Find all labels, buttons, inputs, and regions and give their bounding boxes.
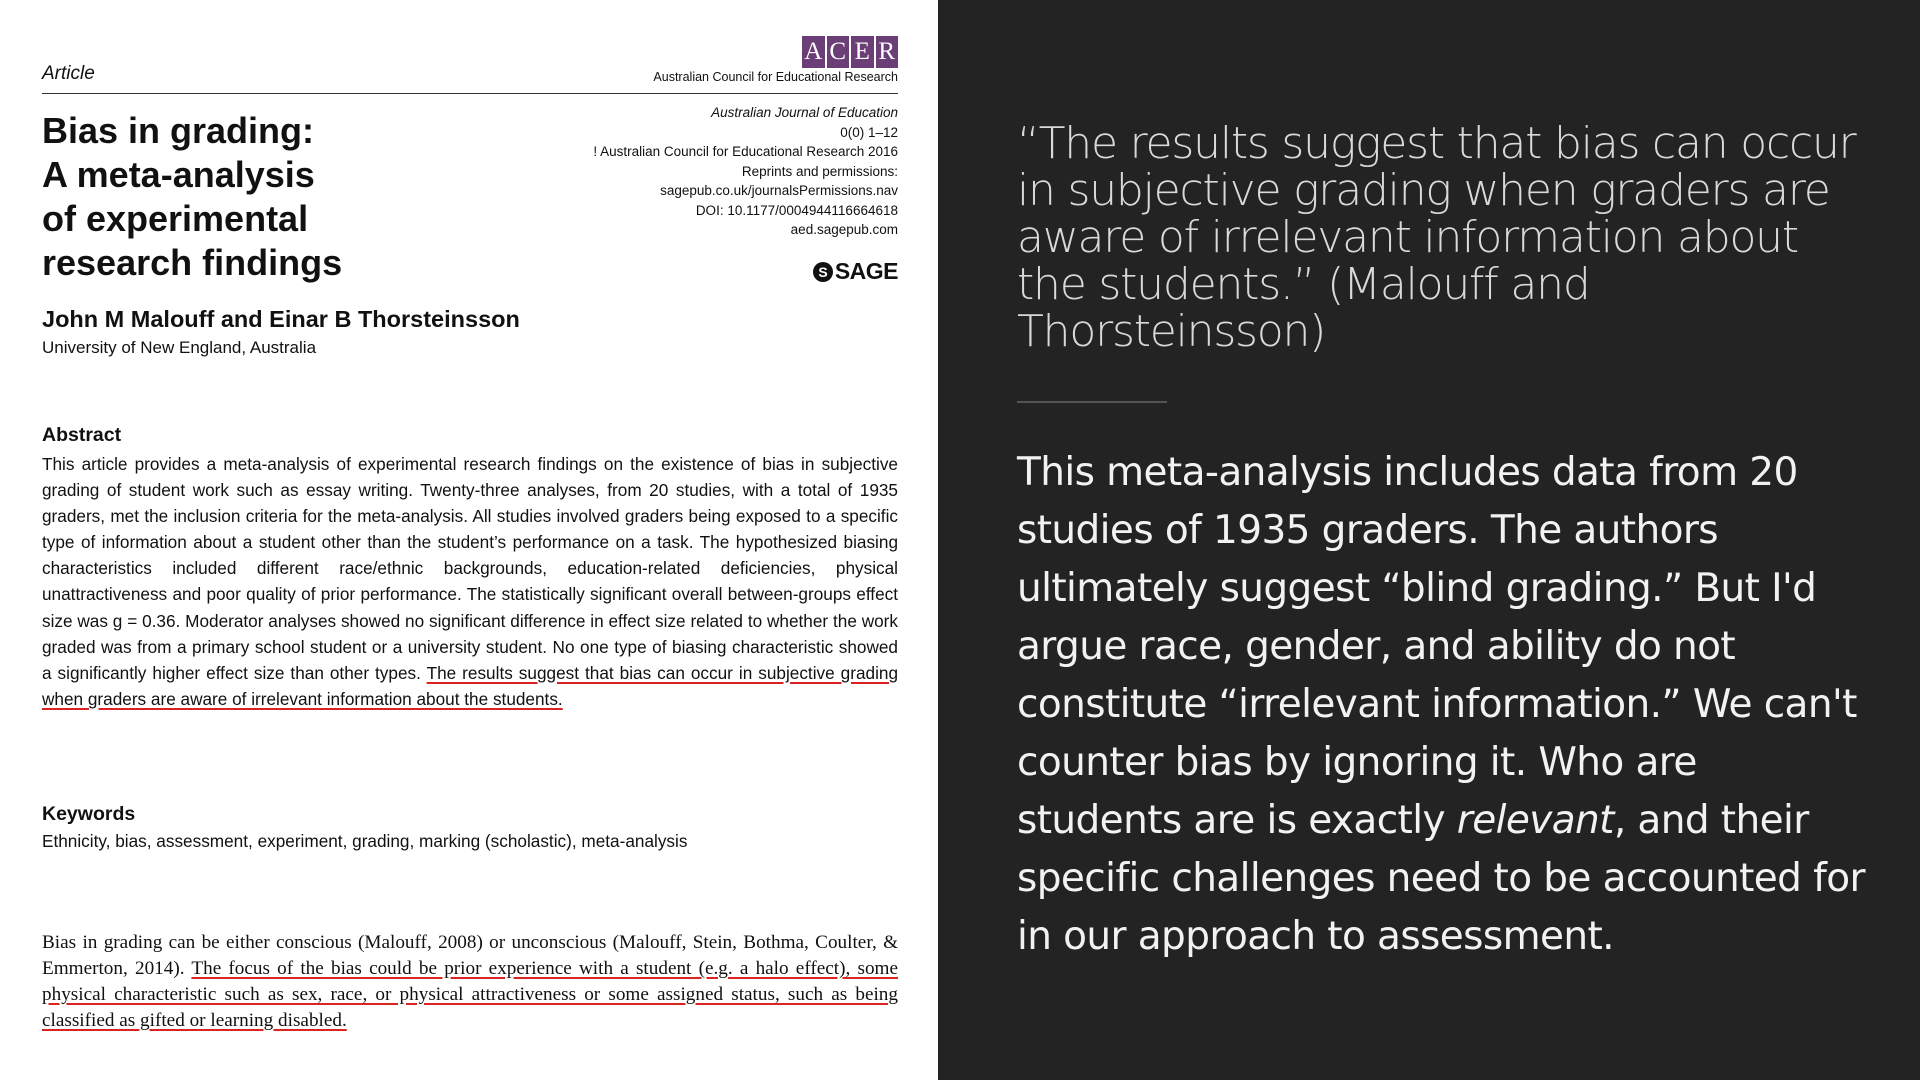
slide-divider — [1017, 401, 1167, 403]
abstract-highlighted-quote: The results suggest that bias can occur in subjective grading when graders are aware of irrelevant information about the students. — [42, 662, 899, 709]
logo-letter: A — [802, 36, 825, 68]
article-page — [0, 0, 938, 1080]
acer-logo — [802, 36, 898, 68]
journal-issue: 0(0) 1–12 — [840, 124, 898, 140]
commentary-emphasis: relevant — [1456, 798, 1614, 843]
journal-site: aed.sagepub.com — [790, 222, 898, 237]
sage-logo-text: SAGE — [834, 258, 898, 284]
sage-logo — [813, 258, 898, 285]
journal-copyright: ! Australian Council for Educational Research 2016 — [593, 144, 898, 159]
body-paragraph — [42, 930, 898, 1034]
abstract-text — [42, 451, 898, 712]
body-highlighted-text: The focus of the bias could be prior experience with a student (e.g. a halo effect), some physical characteristic such as sex, race, or physical attractiveness or some assigned status, such as being classified as gifted or learning disabled. — [42, 958, 898, 1031]
keywords-heading: Keywords — [42, 803, 136, 825]
journal-reprints-url: sagepub.co.uk/journalsPermissions.nav — [660, 183, 898, 198]
keywords-list: Ethnicity, bias, assessment, experiment, grading, marking (scholastic), meta-analysis — [42, 831, 688, 851]
article-authors: John M Malouff and Einar B Thorsteinsson — [42, 306, 520, 332]
journal-meta — [578, 103, 898, 240]
sage-swirl-icon: S — [813, 262, 833, 282]
slide-quote: “The results suggest that bias can occur in subjective grading when graders are aware of irrelevant information about the students.” (Malouff and Thorsteinsson) — [1017, 118, 1856, 357]
commentary-text-end: , and their specific challenges need to be accounted for in our approach to assessment. — [1017, 798, 1865, 959]
abstract-main-text: This article provides a meta-analysis of experimental research findings on the existence of bias in subjective grading of student work such as essay writing. Twenty-three analyses, from 20 studies, with a total of 1935 graders, met the inclusion criteria for the meta-analysis. All studies involved graders being exposed to a specific type of information about a student other than the student’s performance on a task. The hypothesized biasing characteristics included different race/ethnic backgrounds, education-related deficiencies, physical unattractiveness and poor quality of prior performance. The statistically significant overall between-groups effect size was g = 0.36. Moderator analyses showed no significant difference in effect size related to whether the work graded was from a primary school student or a university student. No one type of biasing characteristic showed a significantly higher effect size than other types. — [42, 454, 898, 683]
journal-name: Australian Journal of Education — [711, 105, 898, 120]
journal-reprints: Reprints and permissions: — [741, 163, 898, 179]
commentary-text-start: This meta-analysis includes data from 20 studies of 1935 graders. The authors ultimately suggest “blind grading.” But I'd argue race, gender, and ability do not constitute “irrelevant information.” We can't counter bias by ignoring it. Who are students are is exactly — [1017, 450, 1857, 843]
logo-letter: C — [827, 36, 850, 68]
author-affiliation: University of New England, Australia — [42, 338, 317, 357]
header-rule — [42, 93, 898, 94]
body-main-text: Bias in grading can be either conscious (Malouff, 2008) or unconscious (Malouff, Stein, Bothma, Coulter, & Emmerton, 2014). — [42, 932, 898, 979]
article-title: Bias in grading: A meta-analysis of experimental research findings — [42, 110, 343, 283]
journal-doi: DOI: 10.1177/0004944116664618 — [695, 202, 898, 218]
abstract-heading: Abstract — [42, 424, 122, 446]
slide-commentary — [1017, 444, 1867, 966]
logo-letter: E — [851, 36, 874, 68]
acer-logo-subtitle: Australian Council for Educational Research — [653, 70, 898, 84]
article-label: Article — [42, 63, 95, 84]
logo-letter: R — [876, 36, 899, 68]
